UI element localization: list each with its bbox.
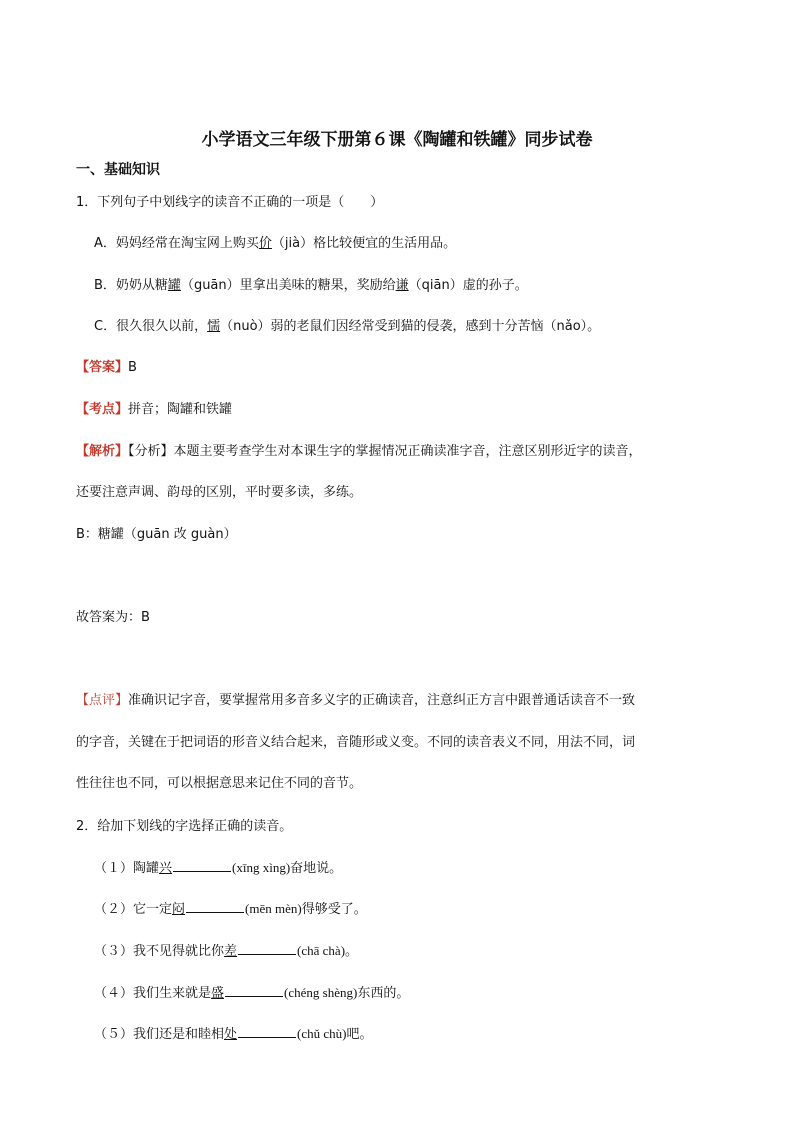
pinyin-options: (xīng xìng) [232,860,291,875]
pinyin-options: (chā chà) [297,943,346,958]
answer-line [76,359,137,377]
comment-tag: 【点评】 [76,693,129,708]
option-text: C．很久很久以前， [94,319,208,334]
item-text: 得够受了。 [301,902,367,917]
q1-stem: 1．下列句子中划线字的读音不正确的一项是（ ） [76,195,384,210]
point-value: 拼音；陶罐和铁罐 [128,402,233,417]
option-text: （nuò）弱的老鼠们因经常受到猫的侵袭，感到十分苦恼（nǎo）。 [220,319,601,334]
q2-item [94,859,342,878]
answer-tag: 【答案】 [76,360,129,375]
q2-item [94,942,358,961]
q2-item [94,900,367,919]
q1-option-c [94,318,600,336]
option-text: A．妈妈经常在淘宝网上购买 [94,236,259,251]
section-heading: 一、基础知识 [76,162,160,178]
pinyin-options: (chéng shèng) [284,985,358,1000]
q2-stem: 2．给加下划线的字选择正确的读音。 [76,819,293,834]
point-line [76,401,232,419]
underlined-char: 处 [224,1027,238,1042]
answer-blank[interactable] [173,859,231,872]
comment-text: 性往往也不同，可以根据意思来记住不同的音节。 [76,776,363,791]
analysis-text: 还要注意声调、韵母的区别，平时要多读，多练。 [76,485,363,500]
comment-text: 准确识记字音，要掌握常用多音多义字的正确读音，注意纠正方言中跟普通话读音不一致 [128,693,636,708]
item-text: （１）陶罐 [94,861,160,876]
item-text: 奋地说。 [290,861,343,876]
underlined-char: 价 [258,236,272,251]
item-text: （３）我不见得就比你 [94,944,225,959]
analysis-conclusion: 故答案为：B [76,610,150,625]
underlined-char: 兴 [159,861,173,876]
answer-blank[interactable] [186,900,244,913]
item-text: （４）我们生来就是 [94,986,212,1001]
underlined-char: 闷 [172,902,186,917]
analysis-text: B：糖罐（guān 改 guàn） [76,527,237,542]
item-text: （５）我们还是和睦相 [94,1027,225,1042]
pinyin-options: (chǔ chù) [297,1026,347,1041]
analysis-tag: 【解析】 [76,444,129,459]
analysis-line [76,443,642,461]
underlined-char: 懦 [207,319,221,334]
answer-blank[interactable] [225,984,283,997]
item-text: （２）它一定 [94,902,173,917]
comment-line [76,692,635,710]
underlined-char: 盛 [211,986,225,1001]
q2-item [94,1025,373,1044]
underlined-char: 差 [224,944,238,959]
answer-value: B [128,360,137,375]
underlined-char: 谦 [395,278,409,293]
q1-option-b [94,277,528,295]
option-text: B．奶奶从糖 [94,278,168,293]
q2-item [94,984,409,1003]
option-text: （qiān）虚的孙子。 [408,278,528,293]
comment-text: 的字音，关键在于把词语的形音义结合起来，音随形或义变。不同的读音表义不同，用法不同，词 [76,735,636,750]
option-text: （guān）里拿出美味的糖果，奖励给 [180,278,396,293]
answer-blank[interactable] [238,1025,296,1038]
item-text: 东西的。 [357,986,410,1001]
answer-blank[interactable] [238,942,296,955]
underlined-char: 罐 [167,278,181,293]
point-tag: 【考点】 [76,402,129,417]
pinyin-options: (mēn mèn) [245,901,302,916]
analysis-text: 【分析】本题主要考查学生对本课生字的掌握情况正确读准字音，注意区别形近字的读音， [128,444,642,459]
page-title: 小学语文三年级下册第６课《陶罐和铁罐》同步试卷 [201,130,593,150]
item-text: 。 [345,944,359,959]
q1-option-a [94,235,456,253]
option-text: （jià）格比较便宜的生活用品。 [271,236,457,251]
item-text: 吧。 [346,1027,373,1042]
